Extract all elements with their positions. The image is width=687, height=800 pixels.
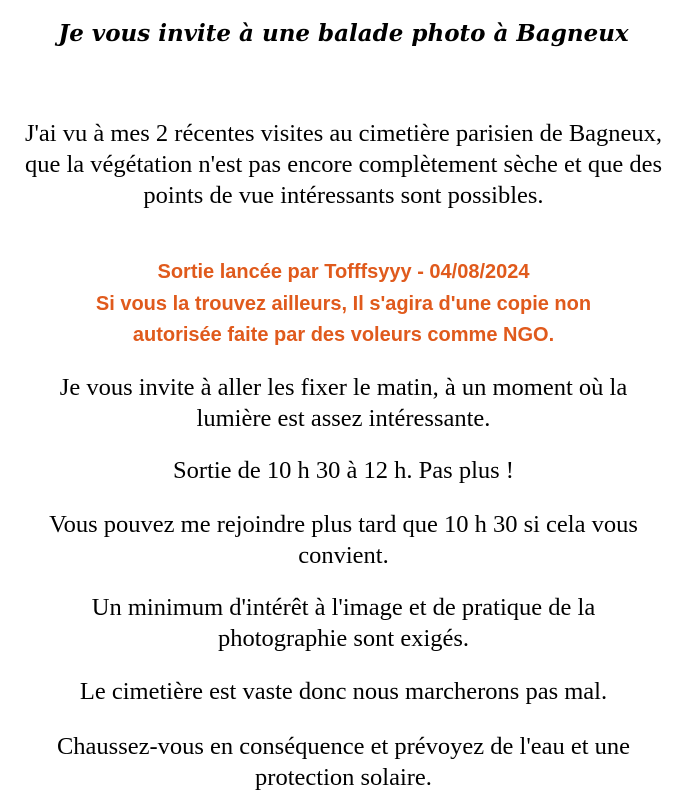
- paragraph-equipment: Chaussez-vous en conséquence et prévoyez de l'eau et une protection solaire.: [56, 733, 631, 791]
- notice-line-thieves: autorisée faite par des voleurs comme NGO.: [132, 324, 555, 346]
- notice-line-copy-warning: Si vous la trouvez ailleurs, Il s'agira d'une copie non: [95, 292, 592, 315]
- notice-line-author-date: Sortie lancée par Tofffsyyy - 04/08/2024: [157, 261, 530, 283]
- paragraph-join-later: Vous pouvez me rejoindre plus tard que 10 h 30 si cela vous convient.: [49, 511, 638, 569]
- intro-paragraph: J'ai vu à mes 2 récentes visites au cimetière parisien de Bagneux, que la végétation n'est pas encore complètement sèche et que des points de vue intéressants sont possibles.: [24, 120, 663, 209]
- paragraph-requirements: Un minimum d'intérêt à l'image et de pratique de la photographie sont exigés.: [91, 594, 596, 652]
- warning-notice: [0, 257, 687, 352]
- paragraph-walking: Le cimetière est vaste donc nous marcherons pas mal.: [79, 678, 608, 705]
- paragraph-schedule: Sortie de 10 h 30 à 12 h. Pas plus !: [173, 457, 514, 484]
- paragraph-morning-light: Je vous invite à aller les fixer le matin, à un moment où la lumière est assez intéressante.: [59, 374, 628, 432]
- page-title: Je vous invite à une balade photo à Bagneux: [58, 20, 629, 47]
